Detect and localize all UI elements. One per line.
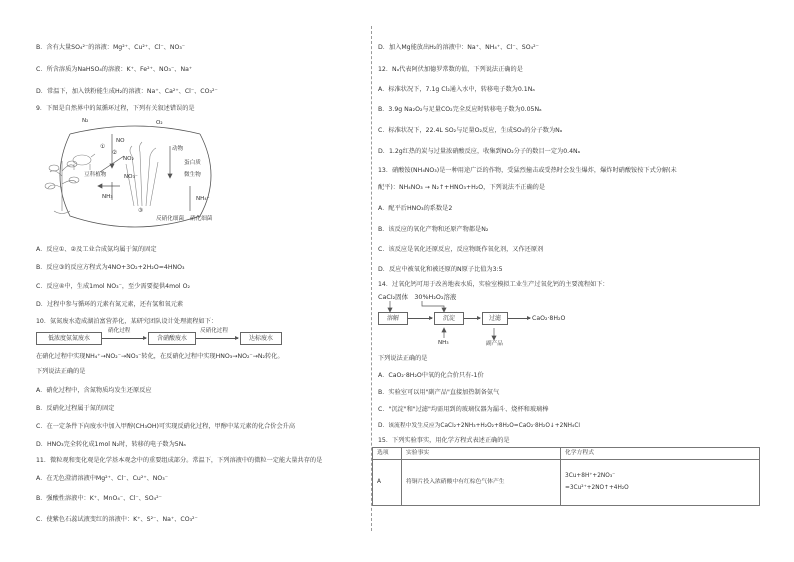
marker-3: ③: [138, 208, 144, 214]
q14-arrow-2: [464, 318, 480, 319]
q14-product: CaO₂·8H₂O: [532, 315, 566, 322]
q11-option-d: D．加入Mg能放出H₂的溶液中：Na⁺、NH₄⁺、Cl⁻、SO₄²⁻: [378, 44, 539, 51]
label-n2-top: N₂: [82, 118, 89, 124]
q14-arrow-1: [408, 318, 432, 319]
q15-stem: 15．下列实验事实，用化学方程式表述正确的是: [378, 437, 510, 444]
q14-option-c: C．"沉淀"和"过滤"均需用到的玻璃仪器为漏斗、烧杯和玻璃棒: [378, 406, 549, 413]
q15-table: [372, 447, 760, 506]
q15-row-a-equation-line2: =3Cu²⁺+2NO↑+4H₂O: [565, 485, 629, 492]
q10-option-d: D．HNO₃完全转化成1mol N₂时，转移的电子数为5Nₐ: [36, 441, 186, 448]
right-column: [378, 0, 758, 562]
q15-row-a-option: A: [373, 460, 402, 506]
q13-option-a: A．配平后HNO₃的系数是2: [378, 205, 453, 212]
q13-option-b: B．该反应的氧化产物和还原产物都是N₂: [378, 226, 489, 233]
q8-option-b: B．含有大量SO₄²⁻的溶液：Mg²⁺、Cu²⁺、Cl⁻、NO₃⁻: [36, 44, 186, 51]
label-nh4: NH₄⁺: [196, 196, 210, 202]
q10-ask: 下列说法正确的是: [36, 368, 86, 375]
q12-option-a: A．标准状况下，7.1g Cl₂通入水中，转移电子数为0.1Nₐ: [378, 86, 535, 93]
q14-option-d: D．该流程中发生反应为CaCl₂+2NH₃+H₂O₂+8H₂O=CaO₂·8H₂O↓+2NH₄Cl: [378, 423, 580, 429]
q14-reagents: CaCl₂固体 30%H₂O₂溶液: [378, 293, 457, 301]
label-no2: NO₂: [123, 156, 134, 162]
q9-stem: 9．下图是自然界中的氮循环过程，下列有关叙述错误的是: [36, 105, 195, 112]
q15-header-option: 选项: [373, 448, 402, 460]
flow-arrow-1: [102, 338, 146, 339]
flow-box-compliant: 达标废水: [240, 332, 282, 345]
flow-arrow-2: [196, 338, 238, 339]
q9-option-d: D．过程中参与循环的元素有氮元素，还有氢和氧元素: [36, 301, 184, 308]
label-microbe: 微生物: [184, 172, 201, 178]
q14-arrow-3: [508, 318, 530, 319]
label-o2: O₂: [156, 120, 163, 126]
label-denitrifying: 反硝化细菌: [156, 216, 184, 222]
q12-stem: 12．Nₐ代表阿伏加德罗常数的值，下列说法正确的是: [378, 66, 523, 73]
q9-option-b: B．反应③的反应方程式为4NO+3O₂+2H₂O=4HNO₃: [36, 264, 185, 271]
q12-option-d: D．1.2g红热的炭与过量浓硝酸反应，收集到NO₂分子的数目一定为0.4Nₐ: [378, 148, 581, 155]
q10-option-a: A．硝化过程中，含氮物质均发生还原反应: [36, 387, 152, 394]
label-nitrifying: 硝化细菌: [190, 216, 213, 222]
q8-option-c: C．所含溶质为NaHSO₄的溶液：K⁺、Fe²⁺、NO₃⁻、Na⁺: [36, 66, 193, 73]
q11-option-b: B．强酸性溶液中：K⁺、MnO₄⁻、Cl⁻、SO₄²⁻: [36, 495, 162, 502]
q9-option-a: A．反应①、②及工业合成氨均属于氮的固定: [36, 246, 157, 253]
q14-option-a: A．CaO₂·8H₂O中氧的化合价只有-1价: [378, 372, 484, 379]
q10-option-c: C．在一定条件下向废水中加入甲醇(CH₃OH)可实现反硝化过程，甲醇中某元素的化合价会升高: [36, 423, 296, 430]
q14-byproduct: 副产品: [486, 341, 503, 347]
flow-box-nitrate: 含硝酸废水: [148, 332, 196, 345]
q14-box-dissolve: 溶解: [378, 312, 408, 325]
marker-2: ②: [112, 150, 118, 156]
q10-option-b: B．反硝化过程属于氮的固定: [36, 405, 115, 412]
q13-option-d: D．反应中被氧化和被还原的N原子比值为3:5: [378, 266, 503, 273]
q13-stem-line2: 配平)：NH₄NO₃ → N₂↑+HNO₃+H₂O，下列说法不正确的是: [378, 184, 546, 191]
left-column: [36, 0, 366, 562]
q11-stem: 11．微粒观和变化观是化学基本观念中的重要组成部分。常温下，下列溶液中的微粒一定能大量共存的是: [36, 457, 323, 464]
q14-ask: 下列说法正确的是: [378, 355, 428, 362]
q14-stem: 14．过氧化钙可用于改善地表水质，实验室模拟工业生产过氧化钙的主要流程如下：: [378, 281, 609, 288]
nitrogen-cycle-diagram: [40, 116, 230, 234]
label-no: NO: [116, 138, 125, 144]
q14-option-b: B．实验室可以用"副产品"直接加热制备氨气: [378, 389, 500, 396]
label-legume: 豆科植物: [84, 172, 107, 178]
q14-box-precipitate: 沉淀: [434, 312, 464, 325]
flow-label-nitrification: 硝化过程: [108, 328, 131, 334]
q8-option-d: D．常温下，加入铁粉能生成H₂的溶液：Na⁺、Ca²⁺、Cl⁻、CO₃²⁻: [36, 88, 218, 95]
marker-1: ①: [100, 144, 106, 150]
q12-option-b: B．3.9g Na₂O₂与足量CO₂完全反应时转移电子数为0.05Nₐ: [378, 106, 542, 113]
flow-box-low-ammonia: 低浓度氨氮废水: [36, 332, 102, 345]
label-animal: 动物: [172, 146, 184, 152]
q13-option-c: C．该反应是氧化还原反应，反应物既作氧化剂，又作还原剂: [378, 246, 544, 253]
q13-stem-line1: 13．硝酸铵(NH₄NO₃)是一种用途广泛的作物，受猛烈撞击或受热时会发生爆炸，爆炸时硝酸铵按下式分解(未: [378, 167, 677, 174]
q14-nh3: NH₃: [438, 340, 449, 346]
q9-option-c: C．反应④中，生成1mol NO₃⁻，至少需要提供4mol O₂: [36, 283, 190, 290]
q10-description: 在硝化过程中实现NH₄⁺→NO₂⁻→NO₃⁻转化，在反硝化过程中实现HNO₃→NO₂⁻→N₂转化。: [36, 353, 284, 360]
q15-row-a-equation-line1: 3Cu+8H⁺+2NO₃⁻: [565, 473, 616, 479]
q15-header-fact: 实验事实: [402, 448, 561, 460]
q11-option-a: A．在无色澄清溶液中Mg²⁺、Cl⁻、Cu²⁺、NO₃⁻: [36, 475, 169, 482]
q15-header-equation: 化学方程式: [561, 448, 760, 460]
label-no3: NO₃⁻: [124, 174, 138, 180]
q10-stem: 10．氨氮废水造成湖泊富营养化，某研究团队设计处理流程如下：: [36, 318, 218, 325]
label-nh3: NH₃: [102, 194, 113, 200]
q14-box-filter: 过滤: [482, 312, 508, 325]
q15-row-a-fact: 将铜片投入浓硝酸中有红棕色气体产生: [402, 460, 561, 506]
q12-option-c: C．标准状况下，22.4L SO₂与足量O₂反应，生成SO₃的分子数为Nₐ: [378, 127, 563, 134]
label-protein: 蛋白质: [184, 160, 201, 166]
q15-row-a-equation: [561, 460, 760, 506]
flow-label-denitrification: 反硝化过程: [200, 328, 228, 334]
q11-option-c: C．使紫色石蕊试液变红的溶液中：K⁺、S²⁻、Na⁺、CO₃²⁻: [36, 516, 198, 523]
